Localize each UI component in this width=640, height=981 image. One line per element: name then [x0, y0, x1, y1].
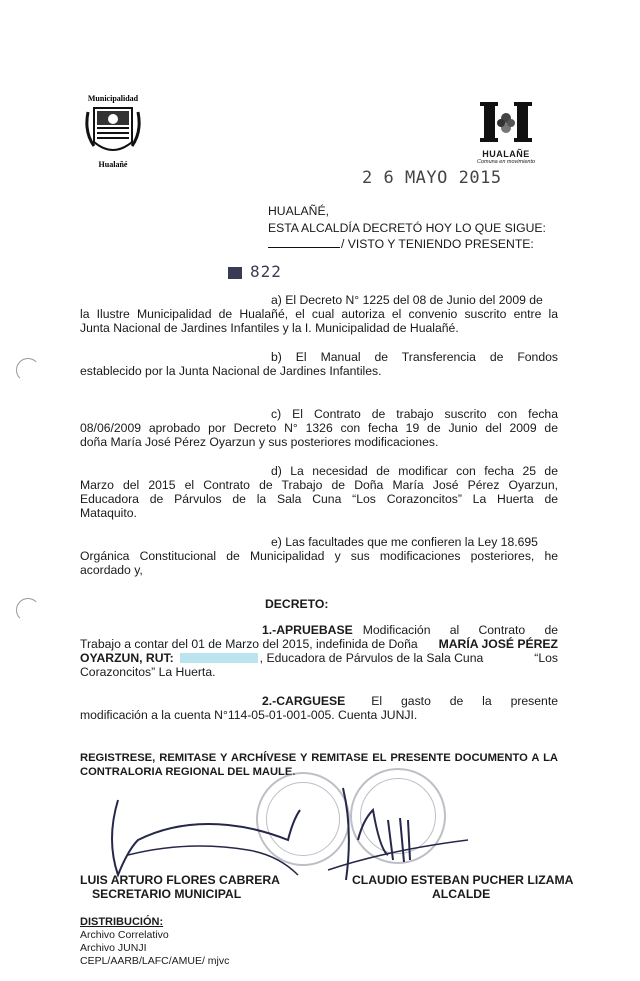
decree-item2-line1: [262, 694, 558, 708]
rut-redaction: [180, 653, 258, 663]
municipal-crest-logo: [84, 92, 142, 170]
decree-item2-line2: modificación a la cuenta N°114-05-01-001-005. Cuenta JUNJI.: [80, 708, 418, 722]
decree-item1-line3: OYARZUN, RUT: , Educadora de Párvulos de la Sala Cuna “Los: [80, 651, 558, 665]
consideration-d-line3: Educadora de Párvulos de la Sala Cuna “Los Corazoncitos” La Huerta de: [80, 492, 558, 506]
decree-item1-line2: Trabajo a contar del 01 de Marzo del 2015, indefinida de Doña MARÍA JOSÉ PÉREZ: [80, 637, 558, 651]
consideration-a-line1: a) El Decreto N° 1225 del 08 de Junio del 2009 de: [271, 293, 543, 307]
brand-name: HUALAÑE: [482, 149, 530, 159]
distribution-heading: DISTRIBUCIÓN:: [80, 916, 164, 928]
item1-label: 1.-APRUEBASE: [262, 623, 353, 637]
consideration-d-line2: Marzo del 2015 el Contrato de Trabajo de Doña María José Pérez Oyarzun,: [80, 478, 558, 492]
consideration-b-line2: establecido por la Junta Nacional de Jardines Infantiles.: [80, 364, 382, 378]
consideration-c-line1: c) El Contrato de trabajo suscrito con fecha: [271, 407, 558, 421]
consideration-e-line3: acordado y,: [80, 563, 143, 577]
decree-item1-line4: Corazoncitos” La Huerta.: [80, 665, 216, 679]
register-line1: REGISTRESE, REMITASE Y ARCHÍVESE Y REMITASE EL PRESENTE DOCUMENTO A LA: [80, 752, 558, 764]
alcaldia-heading: ESTA ALCALDÍA DECRETÓ HOY LO QUE SIGUE:: [268, 221, 546, 235]
consideration-e-line2: Orgánica Constitucional de Municipalidad y sus modificaciones posteriores, he: [80, 549, 558, 563]
distribution-item: Archivo JUNJI: [80, 942, 147, 954]
punch-hole-top: [16, 358, 40, 382]
consideration-b-line1: b) El Manual de Transferencia de Fondos: [271, 350, 558, 364]
hualane-brand-logo: [476, 100, 536, 164]
secretary-name: LUIS ARTURO FLORES CABRERA: [80, 873, 280, 887]
distribution-item: CEPL/AARB/LAFC/AMUE/ mjvc: [80, 955, 230, 967]
employee-rut-label: OYARZUN, RUT:: [80, 651, 174, 665]
consideration-a-line2: la Ilustre Municipalidad de Hualañé, el cual autoriza el convenio suscrito entre la: [80, 307, 558, 321]
consideration-a-line3: Junta Nacional de Jardines Infantiles y la I. Municipalidad de Hualañé.: [80, 321, 459, 335]
date-stamp: 2 6 MAYO 2015: [362, 168, 502, 188]
secretary-title: SECRETARIO MUNICIPAL: [92, 887, 242, 901]
decree-number-blank: [268, 237, 340, 248]
consideration-c-line2: 08/06/2009 aprobado por Decreto N° 1326 con fecha 19 de Junio del 2009 de: [80, 421, 558, 435]
svg-text:Hualañé: Hualañé: [98, 160, 128, 169]
consideration-d-line4: Mataquito.: [80, 506, 137, 520]
employee-name-bold: MARÍA JOSÉ PÉREZ: [438, 637, 558, 651]
svg-text:Municipalidad: Municipalidad: [87, 94, 139, 103]
city-heading: HUALAÑÉ,: [268, 204, 329, 218]
consideration-c-line3: doña María José Pérez Oyarzun y sus posteriores modificaciones.: [80, 435, 439, 449]
decree-heading: DECRETO:: [265, 597, 329, 611]
item1-line1-text: Modificación al Contrato de: [362, 623, 558, 637]
consideration-d-line1: d) La necesidad de modificar con fecha 25 de: [271, 464, 558, 478]
distribution-item: Archivo Correlativo: [80, 929, 169, 941]
visto-heading: / VISTO Y TENIENDO PRESENTE:: [341, 237, 534, 251]
punch-hole-bottom: [16, 598, 40, 622]
distribution-list: [80, 929, 229, 968]
brand-tagline: Comuna en movimiento: [476, 159, 536, 165]
mayor-name: CLAUDIO ESTEBAN PUCHER LIZAMA: [352, 873, 574, 887]
decree-item1-line1: [262, 623, 558, 637]
mayor-title: ALCALDE: [432, 887, 491, 901]
item2-line1-text: El gasto de la presente: [371, 694, 558, 708]
decree-number: 822: [228, 262, 282, 281]
stamp-mark-icon: [228, 267, 242, 279]
register-line2: CONTRALORIA REGIONAL DEL MAULE.: [80, 766, 296, 778]
item2-label: 2.-CARGUESE: [262, 694, 346, 708]
consideration-e-line1: e) Las facultades que me confieren la Ley 18.695: [271, 535, 538, 549]
